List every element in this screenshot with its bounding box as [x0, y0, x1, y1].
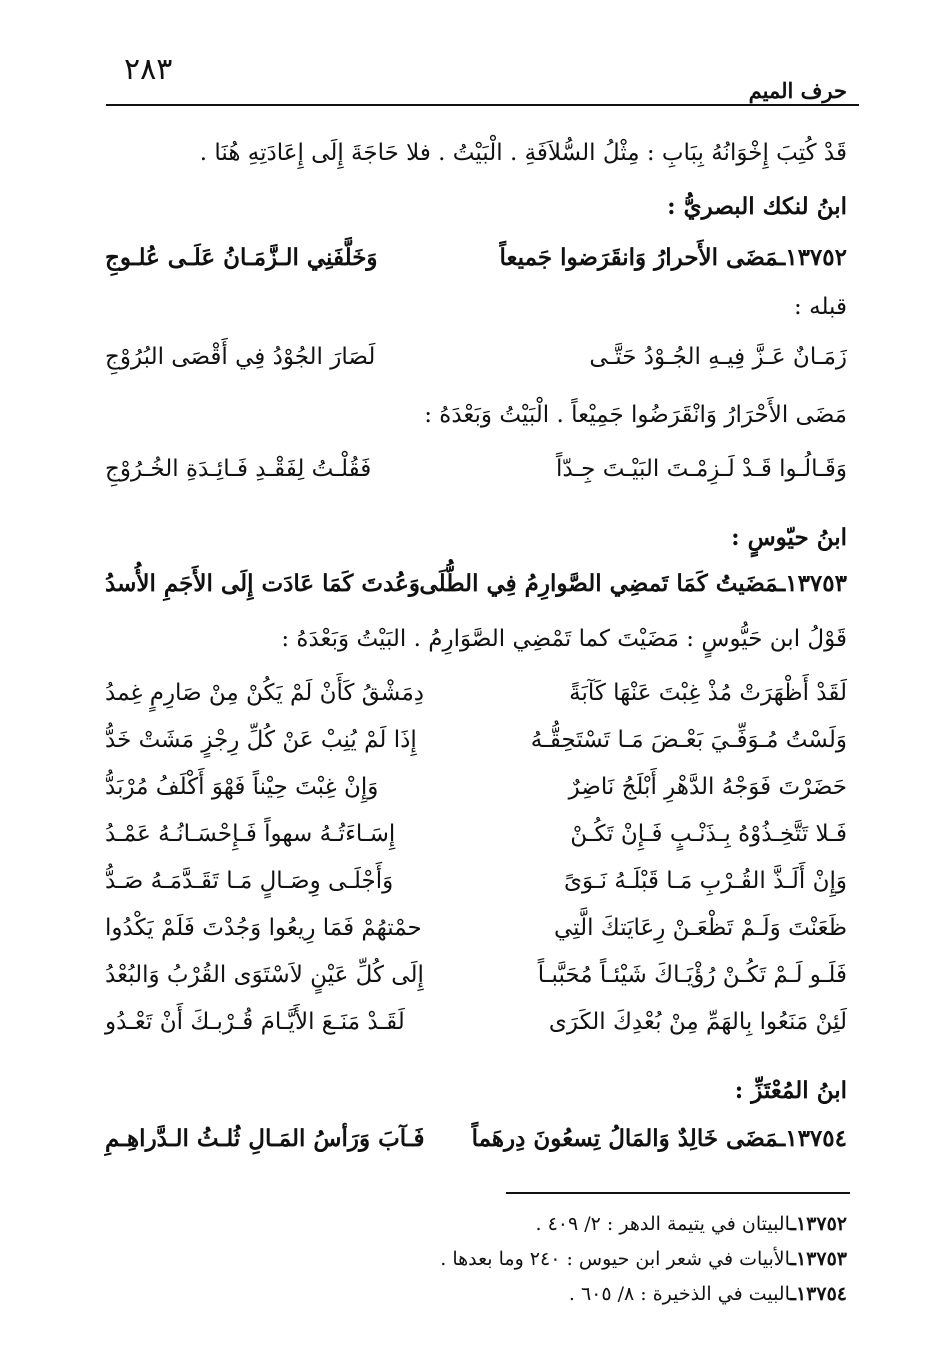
poet-heading: ابنُ المُعْتَزِّ :: [734, 1077, 847, 1104]
couplet-right-hemistich: وَقَـالُـوا قَـدْ لَـزِمْـتَ البَيْـتَ جِـدّاً: [555, 456, 847, 482]
poem-line: [105, 962, 847, 1002]
hemistich-text: مَضَيتُ كَمَا تَمضِي الصَّوارِمُ فِي الطُّلَى: [419, 570, 779, 597]
poem-line: [105, 727, 847, 767]
footnote-number: ١٣٧٥٣ـ: [790, 1248, 847, 1270]
footnote-rule: [506, 1192, 850, 1194]
poem-left-hemistich: دِمَشْقُ كَأَنْ لَمْ يَكُنْ مِنْ صَارِمٍ غِمدُ: [105, 680, 425, 706]
footnote: [569, 1283, 847, 1305]
poem-right-hemistich: ظَعَنْتَ وَلَـمْ تَظْعَـنْ رِعَايَتكَ الَّتِي: [553, 915, 847, 941]
verse-13752: [105, 244, 847, 284]
poem-line: [105, 1009, 847, 1049]
verse-right-hemistich: [419, 570, 847, 597]
verse-left-hemistich: وَعُدتَ كَمَا عَادَت إِلَى الأَجَمِ الأُسدُ: [105, 570, 420, 597]
poem-line: [105, 821, 847, 861]
hemistich-text: مَضَى خَالِدٌ وَالمَالُ تِسعُونَ دِرهَماً: [471, 1125, 779, 1152]
poem-left-hemistich: إِلَى كُلِّ عَيْنٍ لاَسْتَوَى القُرْبُ وَالبُعْدُ: [105, 962, 424, 988]
poem-left-hemistich: وَإِنْ غِبْتَ حِيْناً فَهْوَ أَكْلَفُ مُرْبَدُّ: [105, 774, 379, 800]
verse-13753: [105, 570, 847, 610]
poem-right-hemistich: وَلَسْتُ مُـوَفِّـيَ بَعْـضَ مَـا تَسْتَحِقُّـهُ: [530, 727, 847, 753]
verse-right-hemistich: [500, 244, 847, 271]
footnote-text: البيت في الذخيرة : ٨/ ٦٠٥ .: [568, 1283, 791, 1305]
verse-left-hemistich: وَخَلَّفَنِي الـزَّمَـانُ عَلَـى عُلـوجِ: [105, 244, 378, 271]
verse-right-hemistich: [472, 1125, 847, 1152]
hemistich-text: مَضَى الأَحرارُ وَانقَرَضوا جَميعاً: [499, 244, 779, 271]
couplet-right-hemistich: زَمَـانٌ عَـزَّ فِيـهِ الجُـوْدُ حَتَّـى: [589, 344, 847, 370]
footnote-text: البيتان في يتيمة الدهر : ٢/ ٤٠٩ .: [535, 1213, 791, 1235]
poet-heading: ابنُ لنكك البصريُّ :: [667, 193, 847, 220]
poem-left-hemistich: حمْتهُمْ فَمَا رِيعُوا وَجُدْتَ فَلَمْ يَكْدُوا: [105, 915, 422, 941]
poem-right-hemistich: لَئِنْ مَنَعُوا بِالهَمِّ مِنْ بُعْدِكَ الكَرَى: [548, 1009, 847, 1035]
header-rule: [106, 104, 859, 106]
poem-left-hemistich: إِذَا لَمْ يُنِبْ عَنْ كُلِّ رِجْزٍ مَشَتْ خَدُّ: [105, 727, 417, 753]
quote-line: قَوْلُ ابن حَيُّوسٍ : مَضَيْتَ كما تَمْضِي الصَّوَارِمُ . البَيْتُ وَبَعْدَهُ :: [281, 626, 847, 652]
poem-line: [105, 680, 847, 720]
poem-right-hemistich: حَضَرْتَ فَوَجْهُ الدَّهْرِ أَبْلَجُ نَاضِرٌ: [568, 774, 847, 800]
couplet-left-hemistich: فَقُلْـتُ لِفَقْـدِ فَـائِـدَةِ الخُـرُوْجِ: [105, 456, 372, 482]
verse-left-hemistich: فَـآبَ وَرَأسُ المَـالِ ثُلـثُ الـدَّراهِـمِ: [105, 1125, 425, 1152]
verse-number: ١٣٧٥٣ـ: [778, 570, 847, 597]
poem-line: [105, 774, 847, 814]
page-number: ٢٨٣: [124, 52, 173, 87]
footnote-number: ١٣٧٥٢ـ: [790, 1213, 847, 1235]
qablahu-label: قبله :: [794, 294, 847, 320]
repeat-line: مَضَى الأَحْرَارُ وَانْقَرَضُوا جَمِيْعاً . الْبَيْتُ وَبَعْدَهُ :: [424, 402, 847, 428]
poem-right-hemistich: وَإِنْ أَلَـذَّ القُـرْبِ مَـا قَبْلَـهُ نَـوَىً: [564, 868, 847, 894]
poem-right-hemistich: فَلَـو لَـمْ تَكُـنْ رُؤْيَـاكَ شَيْئـاً مُحَبَّبـاً: [537, 962, 847, 988]
running-head: حرف الميم: [748, 78, 847, 103]
poem-left-hemistich: لَقَـدْ مَنَـعَ الأَيَّـامَ قُـرْبـكَ أَنْ تَعْـدُو: [105, 1009, 405, 1035]
verse-number: ١٣٧٥٢ـ: [778, 244, 847, 271]
poet-heading: ابنُ حيّوسٍ :: [731, 524, 847, 551]
couplet-a: [105, 344, 847, 384]
poem-left-hemistich: وَأَجْلَـى وِصَـالٍ مَـا تَقَـدَّمَـهُ صَـدُّ: [105, 868, 394, 894]
poem-right-hemistich: فَـلا تَتَّخِـذُوْهُ بِـذَنْـبٍ فَـإِنْ تَكُـنْ: [570, 821, 847, 847]
footnote-number: ١٣٧٥٤ـ: [790, 1283, 847, 1305]
footnote-text: الأبيات في شعر ابن حيوس : ٢٤٠ وما بعدها .: [440, 1248, 791, 1270]
couplet-left-hemistich: لَصَارَ الجُوْدُ فِي أَقْصَى البُرُوْجِ: [105, 344, 376, 370]
poem-right-hemistich: لَقَدْ أَظْهَرَتْ مُذْ غِبْتَ عَنْهَا كَآبَةً: [569, 680, 847, 706]
verse-number: ١٣٧٥٤ـ: [778, 1125, 847, 1152]
intro-line: قَدْ كُتِبَ إِخْوَانُهُ بِبَابِ : مِثْلُ السُّلاَفَةِ . الْبَيْتُ . فلا حَاجَةَ إِلَى إِعَادَتِهِ هُنَا .: [199, 140, 847, 166]
poem-line: [105, 868, 847, 908]
couplet-b: [105, 456, 847, 496]
verse-13754: [105, 1125, 847, 1165]
footnote: [440, 1248, 847, 1270]
poem-line: [105, 915, 847, 955]
footnote: [535, 1213, 847, 1235]
poem-left-hemistich: إِسَـاءَتُـهُ سهواً فَـإِحْسَـانُـهُ عَمْـدُ: [105, 821, 396, 847]
